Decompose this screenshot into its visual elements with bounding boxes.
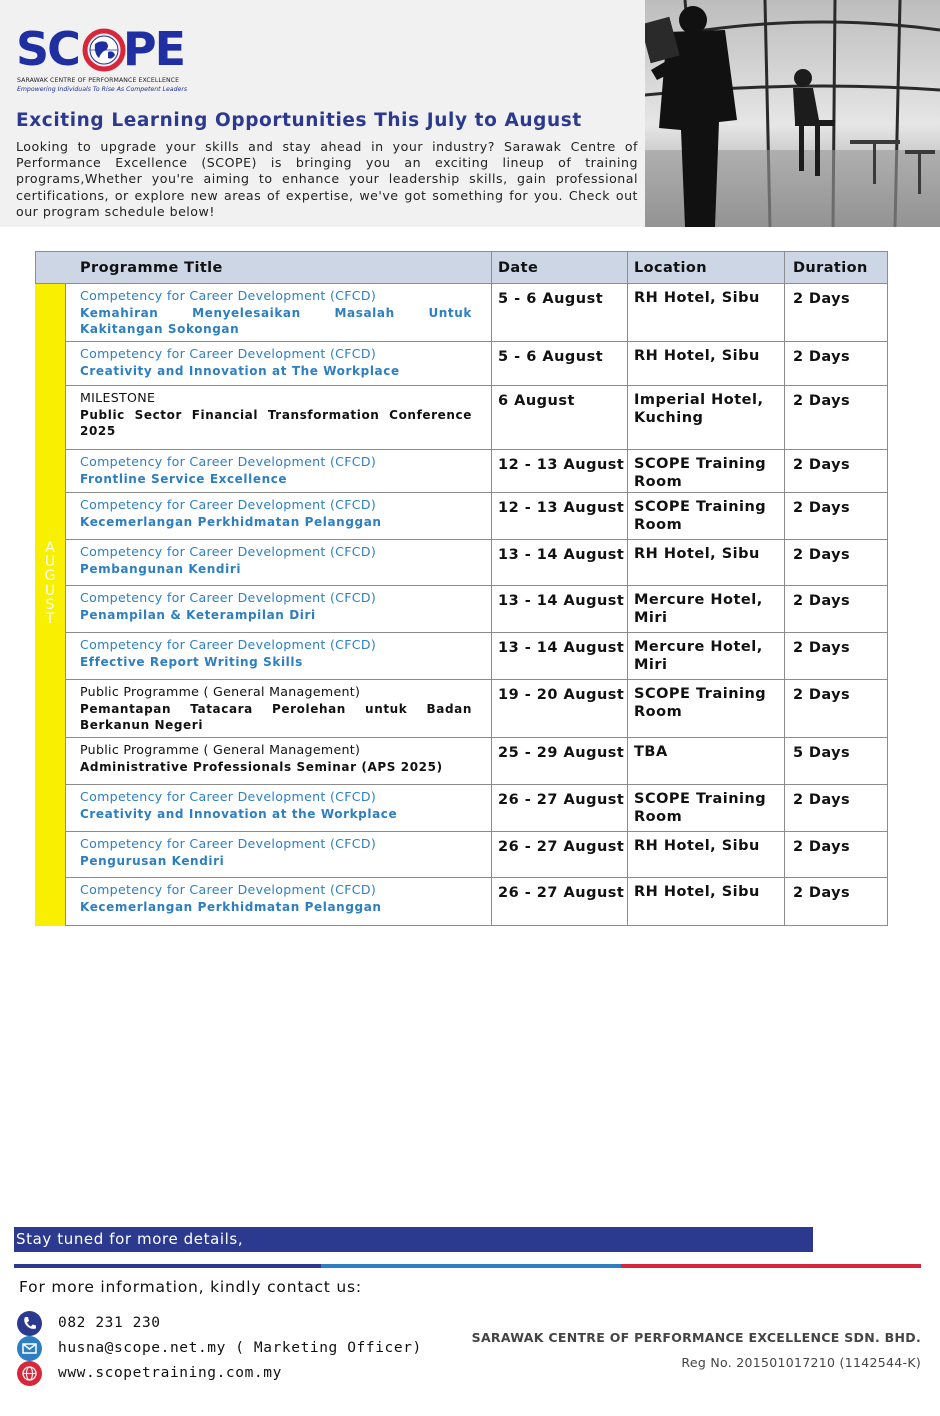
table-header (35, 251, 888, 284)
month-label: AUGUST (44, 540, 56, 628)
programme-location: Imperial Hotel, Kuching (634, 392, 764, 426)
programme-date: 26 - 27 August (498, 792, 625, 808)
phone-icon (17, 1311, 42, 1336)
programme-category: Competency for Career Development (CFCD) (80, 497, 377, 512)
contact-title: For more information, kindly contact us: (19, 1278, 362, 1296)
programme-date: 19 - 20 August (498, 687, 625, 703)
intro-paragraph: Looking to upgrade your skills and stay ahead in your industry? Sarawak Centre of Performance Excellence (SCOPE) is bringing you an exciting lineup of training programs,Whether you're aiming to enhance your leadership skills, gain professional certifications, or explore new areas of expertise, we've got something for you. Check out our program schedule below! (16, 139, 638, 219)
programme-title: Pembangunan Kendiri (80, 562, 242, 576)
stay-tuned-text: Stay tuned for more details, (16, 1230, 244, 1248)
programme-location: Mercure Hotel, Miri (634, 592, 763, 626)
programme-duration: 2 Days (793, 839, 850, 855)
programme-category: Public Programme ( General Management) (80, 742, 361, 757)
logo-tagline: Empowering Individuals To Rise As Competent Leaders (17, 86, 188, 93)
programme-title: Kecemerlangan Perkhidmatan Pelanggan (80, 900, 382, 914)
registration-number: Reg No. 201501017210 (1142544-K) (681, 1355, 921, 1370)
programme-date: 26 - 27 August (498, 885, 625, 901)
table-row (65, 540, 888, 586)
programme-location: RH Hotel, Sibu (634, 838, 760, 854)
programme-category: Competency for Career Development (CFCD) (80, 346, 377, 361)
table-row (65, 785, 888, 832)
column-header-duration: Duration (793, 260, 868, 276)
programme-location: SCOPE Training Room (634, 499, 767, 533)
divider-blue (321, 1264, 621, 1268)
contact-website[interactable]: www.scopetraining.com.my (58, 1365, 282, 1381)
programme-duration: 2 Days (793, 291, 850, 307)
logo-subtitle: SARAWAK CENTRE OF PERFORMANCE EXCELLENCE (17, 77, 180, 84)
programme-category: Competency for Career Development (CFCD) (80, 637, 377, 652)
contact-phone[interactable]: 082 231 230 (58, 1315, 161, 1331)
table-row (65, 284, 888, 342)
programme-title: Creativity and Innovation at the Workplace (80, 807, 398, 821)
programme-duration: 2 Days (793, 457, 850, 473)
programme-category: Competency for Career Development (CFCD) (80, 454, 377, 469)
table-row (65, 450, 888, 493)
programme-location: RH Hotel, Sibu (634, 546, 760, 562)
programme-title: Creativity and Innovation at The Workplace (80, 364, 400, 378)
programme-duration: 2 Days (793, 393, 850, 409)
programme-date: 25 - 29 August (498, 745, 625, 761)
programme-date: 5 - 6 August (498, 349, 604, 365)
divider-red (621, 1264, 921, 1268)
stay-tuned-banner (14, 1227, 813, 1252)
table-row (65, 633, 888, 680)
programme-duration: 2 Days (793, 500, 850, 516)
programme-date: 6 August (498, 393, 575, 409)
header-photo (645, 0, 940, 227)
programme-location: RH Hotel, Sibu (634, 348, 760, 364)
table-row (65, 386, 888, 450)
programme-title: Pemantapan Tatacara Perolehan untuk Badan Berkanun Negeri (80, 702, 472, 732)
programme-title: Kecemerlangan Perkhidmatan Pelanggan (80, 515, 382, 529)
contact-email[interactable]: husna@scope.net.my ( Marketing Officer) (58, 1340, 422, 1356)
programme-category: MILESTONE (80, 390, 156, 405)
programme-location: SCOPE Training Room (634, 686, 767, 720)
column-header-date: Date (498, 260, 539, 276)
programme-duration: 5 Days (793, 745, 850, 761)
table-row (65, 680, 888, 738)
email-icon (17, 1336, 42, 1361)
divider-navy (14, 1264, 321, 1268)
programme-location: SCOPE Training Room (634, 456, 767, 490)
programme-title: Public Sector Financial Transformation Conference 2025 (80, 408, 472, 438)
programme-duration: 2 Days (793, 640, 850, 656)
schedule-table (35, 251, 888, 926)
programme-title: Penampilan & Keterampilan Diri (80, 608, 316, 622)
table-row (65, 586, 888, 633)
programme-location: RH Hotel, Sibu (634, 884, 760, 900)
programme-date: 12 - 13 August (498, 500, 625, 516)
programme-category: Competency for Career Development (CFCD) (80, 789, 377, 804)
programme-location: SCOPE Training Room (634, 791, 767, 825)
programme-date: 13 - 14 August (498, 593, 625, 609)
programme-date: 13 - 14 August (498, 547, 625, 563)
programme-duration: 2 Days (793, 547, 850, 563)
programme-date: 5 - 6 August (498, 291, 604, 307)
programme-category: Public Programme ( General Management) (80, 684, 361, 699)
table-row (65, 493, 888, 540)
table-row (65, 878, 888, 926)
table-row (65, 738, 888, 785)
table-row (65, 342, 888, 386)
globe-logo-icon (82, 28, 126, 72)
programme-title: Pengurusan Kendiri (80, 854, 225, 868)
programme-title: Administrative Professionals Seminar (APS 2025) (80, 760, 443, 774)
programme-date: 13 - 14 August (498, 640, 625, 656)
page-title: Exciting Learning Opportunities This July to August (16, 110, 582, 131)
programme-category: Competency for Career Development (CFCD) (80, 288, 377, 303)
programme-duration: 2 Days (793, 593, 850, 609)
programme-category: Competency for Career Development (CFCD) (80, 590, 377, 605)
table-row (65, 832, 888, 878)
globe-icon (17, 1361, 42, 1386)
programme-title: Kemahiran Menyelesaikan Masalah Untuk Kakitangan Sokongan (80, 306, 472, 336)
programme-category: Competency for Career Development (CFCD) (80, 836, 377, 851)
programme-category: Competency for Career Development (CFCD) (80, 544, 377, 559)
scope-logo (16, 24, 216, 98)
programme-duration: 2 Days (793, 885, 850, 901)
programme-title: Effective Report Writing Skills (80, 655, 303, 669)
programme-title: Frontline Service Excellence (80, 472, 288, 486)
programme-category: Competency for Career Development (CFCD) (80, 882, 377, 897)
company-name: SARAWAK CENTRE OF PERFORMANCE EXCELLENCE SDN. BHD. (471, 1330, 921, 1345)
programme-duration: 2 Days (793, 349, 850, 365)
month-bar (35, 284, 65, 926)
programme-duration: 2 Days (793, 687, 850, 703)
logo-wordmark: SC PE (16, 22, 185, 76)
column-header-programme: Programme Title (80, 260, 223, 276)
column-header-location: Location (634, 260, 707, 276)
programme-location: Mercure Hotel, Miri (634, 639, 763, 673)
programme-duration: 2 Days (793, 792, 850, 808)
programme-location: RH Hotel, Sibu (634, 290, 760, 306)
programme-date: 12 - 13 August (498, 457, 625, 473)
programme-date: 26 - 27 August (498, 839, 625, 855)
programme-location: TBA (634, 744, 668, 760)
